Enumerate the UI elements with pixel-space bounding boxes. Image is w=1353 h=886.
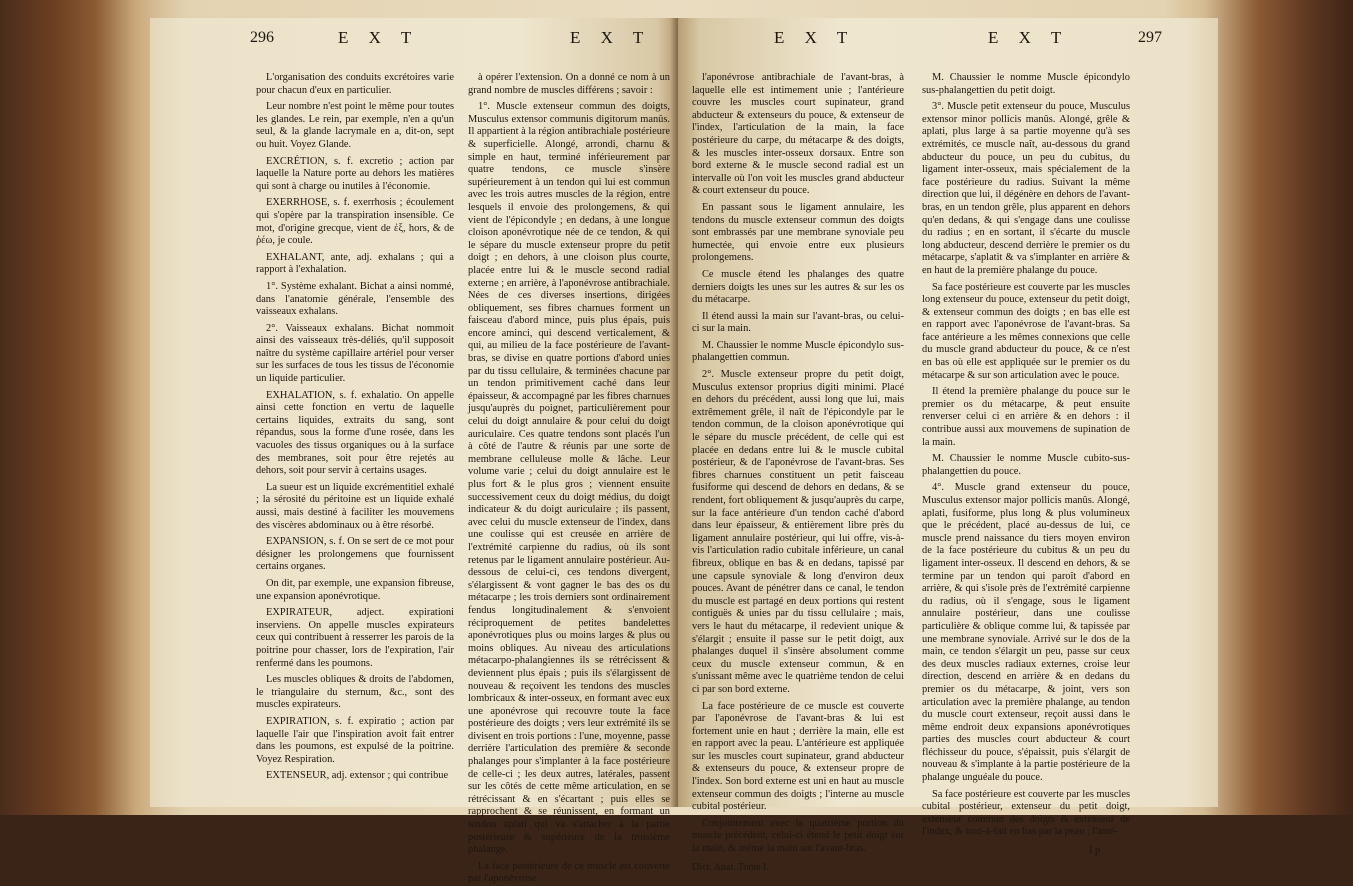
paragraph: M. Chaussier le nomme Muscle épicondylo sus-phalangettien du petit doigt.	[922, 72, 1130, 96]
right-column-2	[922, 72, 1130, 857]
paragraph: M. Chaussier le nomme Muscle cubito-sus-phalangettien du pouce.	[922, 453, 1130, 477]
paragraph: Ce muscle étend les phalanges des quatre derniers doigts les unes sur les autres & sur les os du métacarpe.	[692, 268, 904, 306]
signature-mark: I p	[1089, 845, 1100, 857]
paragraph: En passant sous le ligament annulaire, les tendons du muscle extenseur commun des doigts sont embrassés par une membrane synoviale peu humectée, qui envoie entre eux plusieurs prolongemens.	[692, 201, 904, 264]
left-column-2	[468, 72, 670, 885]
paragraph: La sueur est un liquide excrémentitiel exhalé ; la sérosité du péritoine est un liquide exhalé aussi, mais destiné à faciliter les mouvemens des viscères abdominaux ou à être résorbé.	[256, 481, 454, 531]
paragraph: EXHALANT, ante, adj. exhalans ; qui a rapport à l'exhalation.	[256, 251, 454, 276]
paragraph: Leur nombre n'est point le même pour toutes les glandes. Le rein, par exemple, n'en a qu'un seul, & la glande lacrymale en a, dit-on, sept ou huit. Voyez Glande.	[256, 101, 454, 150]
running-head-right-col2: E X T	[988, 28, 1070, 47]
paragraph: EXPIRATION, s. f. expiratio ; action par laquelle l'air que l'inspiration avoit fait entrer dans les poumons, est expulsé de la poitrine. Voyez Respiration.	[256, 715, 454, 765]
paragraph: EXPANSION, s. f. On se sert de ce mot pour désigner les prolongemens que fournissent certains organes.	[256, 536, 454, 573]
paragraph: M. Chaussier le nomme Muscle épicondylo sus-phalangettien commun.	[692, 339, 904, 364]
paragraph: La face postérieure de ce muscle est couverte par l'aponévrose	[468, 860, 670, 885]
paragraph: 1°. Muscle extenseur commun des doigts, Musculus extensor communis digitorum manûs. Il appartient à la région antibrachiale postérieure & superficielle. Alongé, arrondi, charnu & simple en haut, terminé inférieurement par quatre tendons, ce muscle s'insère supérieurement à un tendon qui lui est commun avec les trois autres muscles de la région, entre lesquels il envoie des prolongemens, & qui vient de l'épicondyle ; en dedans, à une longue cloison aponévrotique née de ce tendon, & qui le sépare du muscle extenseur propre du petit doigt ; en dehors, à une cloison plus courte, placée entre lui & le muscle second radial externe ; en arrière, à l'aponévrose antibrachiale. Nées de ces diverses insertions, dirigées obliquement, ses fibres charnues forment un faisceau d'abord mince, puis plus épais, puis encore aminci, qui descend verticalement, & qui, au milieu de la face postérieure de l'avant-bras, se divise en quatre portions d'abord unies par du tissu cellulaire, & terminées chacune par un tendon primitivement caché dans leur épaisseur, & accompagné par les fibres charnues jusqu'auprès du poignet, particulièrement pour celui du doigt annulaire & pour celui du doigt auriculaire. Ces quatre tendons sont placés l'un à côté de l'autre & réunis par une sorte de membrane celluleuse molle & lâche. Leur volume varie ; celui du doigt annulaire est le plus fort & le plus gros ; viennent ensuite successivement ceux du doigt médius, du doigt indicateur & du doigt auriculaire ; ils passent, avec celui du muscle extenseur de l'index, dans une coulisse qui est creusée en arrière de l'extrémité carpienne du radius, où ils sont retenus par le ligament annulaire postérieur. Au-dessous de celui-ci, ces tendons divergent, s'élargissent & vont gagner le bas des os du métacarpe ; les trois derniers sont ordinairement fendus longitudinalement & s'envoient réciproquement de petites bandelettes aponévrotiques plus ou moins larges & plus ou moins obliques. Au niveau des articulations métacarpo-phalangiennes ils se rétrécissent & deviennent plus épais ; puis ils s'élargissent de nouveau & reçoivent les tendons des muscles lombricaux & inter-osseux, en formant avec eux une aponévrose qui recouvre toute la face postérieure des doigts ; vers leur extrémité ils se divisent en trois portions : l'une, moyenne, passe derrière l'articulation des première & seconde phalanges pour s'implanter à la face postérieure de celle-ci ; les deux autres, latérales, passent sur les côtés de cette même articulation, en se rétrécissant & en s'écartant ; puis elles se rapprochent & se réunissent, en formant un tendon aplati qui va s'attacher à la partie postérieure & supérieure de la troisième phalange.	[468, 101, 670, 856]
running-head-left: E X T	[338, 28, 420, 47]
paragraph: à opérer l'extension. On a donné ce nom à un grand nombre de muscles différens ; savoir :	[468, 72, 670, 96]
paragraph: l'aponévrose antibrachiale de l'avant-bras, à laquelle elle est intimement unie ; l'antérieure couvre les muscles court supinateur, grand abducteur & extenseurs du pouce, & extenseur de l'index, l'articulation de la main, la face postérieure du carpe, du métacarpe & des doigts, & les muscles inter-osseux dorsaux. Entre son bord externe & le muscle second radial est un intervalle où l'on voit les muscles grand abducteur & court extenseur du pouce.	[692, 72, 904, 197]
right-column-1	[692, 72, 904, 873]
running-head-right: E X T	[774, 28, 856, 47]
paragraph: La face postérieure de ce muscle est couverte par l'aponévrose de l'avant-bras & lui est fortement unie en haut ; derrière la main, elle est en rapport avec la peau. L'antérieure est appliquée sur les muscles court supinateur, grand abducteur & extenseurs du pouce, & extenseur propre de l'index. Son bord externe est uni en haut au muscle extenseur commun des doigts ; l'interne au muscle cubital postérieur.	[692, 700, 904, 813]
page-number-right: 297	[1138, 29, 1162, 46]
right-page	[678, 18, 1218, 873]
paragraph: EXCRÉTION, s. f. excretio ; action par laquelle la Nature porte au dehors les matières qui sont à charge ou inutiles à l'économie.	[256, 155, 454, 192]
paragraph: Il étend aussi la main sur l'avant-bras, ou celui-ci sur la main.	[692, 310, 904, 335]
paragraph: Il étend la première phalange du pouce sur le premier os du métacarpe, & peut ensuite renverser celui ci en arrière & en dehors : il contribue aussi aux mouvemens de supination de la main.	[922, 386, 1130, 448]
paragraph: EXHALATION, s. f. exhalatio. On appelle ainsi cette fonction en vertu de laquelle certains liquides, extraits du sang, sont répandus, sous la forme d'une rosée, dans les vacuoles des tissus organiques ou à la surface des membranes, soit pour être rejetés au dehors, soit pour servir à certains usages.	[256, 389, 454, 477]
paragraph: 2°. Muscle extenseur propre du petit doigt, Musculus extensor proprius digiti minimi. Placé en dehors du précédent, aussi long que lui, mais extrêmement grêle, il naît de l'épicondyle par le tendon commun, de la cloison aponévrotique qui le sépare du muscle précédent, de celle qui est placée en dedans entre lui & le muscle cubital postérieur, & de l'aponévrose de l'avant-bras. Ses fibres charnues constituent un petit faisceau fusiforme qui descend de dehors en dedans, & se rendent, fort obliquement & jusqu'auprès du carpe, sur la face antérieure d'un tendon caché d'abord dans leur épaisseur, & entièrement libre près du ligament annulaire postérieur, qui lui offre, vis-à-vis l'articulation radio cubitale inférieure, un canal fibreux, oblique en bas & en dedans, tapissé par une capsule synoviale & long d'environ deux pouces. Avant de pénétrer dans ce canal, le tendon du muscle est partagé en deux portions qui restent contiguës & unies par du tissu cellulaire ; mais, vers le haut du métacarpe, il redevient unique & s'élargit ; ensuite il passe sur le petit doigt, aux phalanges duquel il s'insère absolument comme ceux du muscle extenseur commun, & en s'unissant même avec le quatrième tendon de celui ci par son bord externe.	[692, 369, 904, 695]
paragraph: Conjointement avec la quatrième portion du muscle précédent, celui-ci étend le petit doigt sur la main, & même la main sur l'avant-bras.	[692, 817, 904, 855]
paragraph: 3°. Muscle petit extenseur du pouce, Musculus extensor minor pollicis manûs. Alongé, grêle & aplati, plus large à sa partie moyenne qu'à ses extrémités, ce muscle naît, au-dessous du grand abducteur du pouce, un peu du cubitus, du ligament inter-osseux, mais spécialement de la face postérieure du radius. Suivant la même direction que lui, il dégénère en dehors de l'avant-bras, en un tendon grêle, plus apparent en dehors qu'en dedans, & qui s'engage dans une coulisse du radius ; en en sortant, il s'écarte du muscle long abducteur, descend derrière le premier os du métacarpe, s'aplatit & va s'implanter en arrière & en haut de la première phalange du pouce.	[922, 101, 1130, 276]
paragraph: 4°. Muscle grand extenseur du pouce, Musculus extensor major pollicis manûs. Alongé, aplati, fusiforme, plus long & plus volumineux que le précédent, placé au-dessus de lui, ce muscle prend naissance du tiers moyen environ de la face postérieure du cubitus & un peu du ligament inter-osseux. Il descend en dehors, & se termine par un tendon qui paroît d'abord en arrière, & qui s'isole près de l'extrémité carpienne du radius, où il s'engage, sous le ligament annulaire postérieur, dans une coulisse particulière & oblique comme lui, & tapissée par une membrane synoviale. Arrivé sur le dos de la main, ce tendon s'élargit un peu, passe sur ceux des deux muscles radiaux externes, croise leur direction, descend en arrière & en dedans du premier os du métacarpe, & joint, vers son articulation avec la première phalange, au tendon du muscle court extenseur, reçoit aussi dans le même endroit deux expansions aponévrotiques parties des muscles court abducteur & court fléchisseur du pouce, s'épaissit, puis s'élargit de nouveau & s'implante à la partie postérieure de la phalange unguéale du pouce.	[922, 482, 1130, 784]
paragraph: L'organisation des conduits excrétoires varie pour chacun d'eux en particulier.	[256, 72, 454, 96]
left-page	[150, 18, 678, 885]
paragraph: EXTENSEUR, adj. extensor ; qui contribue	[266, 770, 449, 782]
paragraph: Les muscles obliques & droits de l'abdomen, le triangulaire du sternum, &c., sont des muscles expirateurs.	[256, 674, 454, 711]
paragraph: On dit, par exemple, une expansion fibreuse, une expansion aponévrotique.	[256, 577, 454, 602]
footer-signature: Dict. Anat. Tome I.	[692, 861, 769, 873]
paragraph: 2°. Vaisseaux exhalans. Bichat nommoit ainsi des vaisseaux très-déliés, qu'il supposoit naître du système capillaire artériel pour verser sur les surfaces de tous les tissus de l'économie un liquide particulier.	[256, 322, 454, 385]
paragraph: Sa face postérieure est couverte par les muscles cubital postérieur, extenseur du petit doigt, extenseur commun des doigts & extenseur de l'index, & tout-à-fait en bas par la peau ; l'anté-	[922, 788, 1130, 838]
page-number-left: 296	[250, 29, 274, 46]
paragraph: 1°. Système exhalant. Bichat a ainsi nommé, dans l'anatomie générale, l'ensemble des vaisseaux exhalans.	[256, 280, 454, 318]
running-head-left-col2: E X T	[570, 28, 652, 47]
left-column-1	[256, 72, 454, 797]
paragraph: EXERRHOSE, s. f. exerrhosis ; écoulement qui s'opère par la transpiration insensible. Ce mot, d'origine grecque, vient de ἐξ, hors, & de ῥέω, je coule.	[256, 197, 454, 247]
paragraph: EXPIRATEUR, adject. expirationi inserviens. On appelle muscles expirateurs ceux qui contribuent à resserrer les parois de la poitrine pour chasser, lors de l'expiration, l'air renfermé dans les poumons.	[256, 607, 454, 669]
paragraph: Sa face postérieure est couverte par les muscles long extenseur du pouce, extenseur du petit doigt, & extenseur commun des doigts ; en bas elle est en rapport avec l'aponévrose de l'avant-bras. Sa face antérieure a les mêmes connexions que celle du muscle grand abducteur du pouce, & ce n'est en bas où elle est appliquée sur le premier os du métacarpe & sur son articulation avec le pouce.	[922, 281, 1130, 381]
